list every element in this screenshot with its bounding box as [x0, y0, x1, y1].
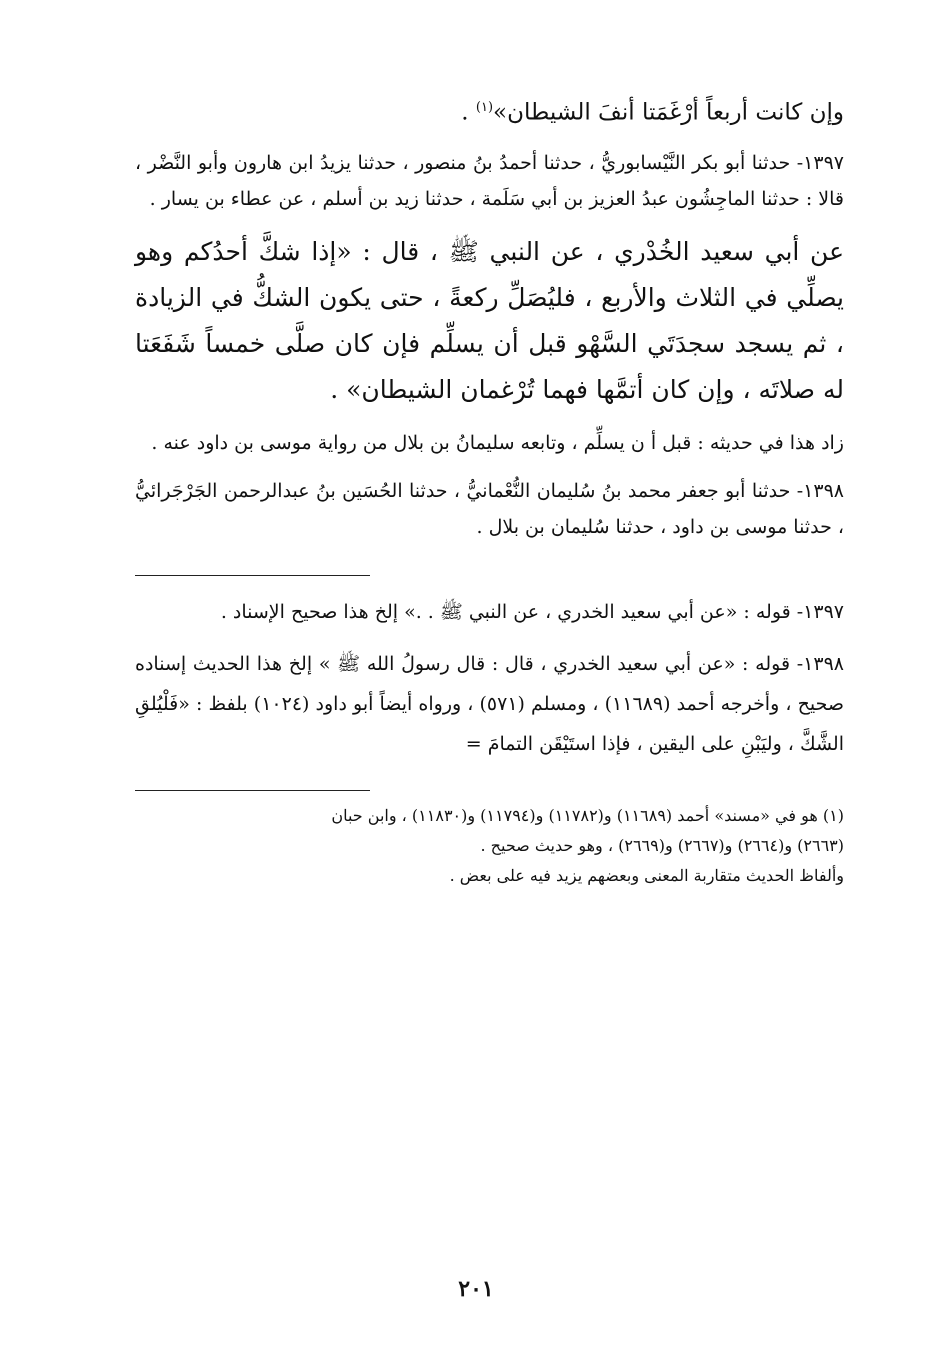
opening-line — [135, 88, 844, 133]
opening-text: وإن كانت أربعاً أرْغَمَتا أنفَ الشيطان» — [493, 99, 844, 126]
footnote-line-2: (٢٦٦٣) و(٢٦٦٤) و(٢٦٦٧) و(٢٦٦٩) ، وهو حديث صحيح . — [480, 835, 844, 855]
page-number: ٢٠١ — [458, 1276, 494, 1302]
commentary-1398: ١٣٩٨- قوله : «عن أبي سعيد الخدري ، قال : قال رسولُ الله ﷺ » إلخ هذا الحديث إسناده صحيح ، وأخرجه أحمد (١١٦٨٩) ، ومسلم (٥٧١) ، ورواه أيضاً أبو داود (١٠٢٤) بلفظ : «فَلْيُلقِ الشَّكَّ ، وليَبْنِ على اليقين ، فإذا استَيْقَن التمامَ = — [135, 652, 844, 755]
hadith-1397-matn: عن أبي سعيد الخُدْري ، عن النبي ﷺ ، قال : «إذا شكَّ أحدُكم وهو يصلِّي في الثلاث والأربع ، فليُصَلِّ ركعةً ، حتى يكون الشكُّ في الزيادة ، ثم يسجد سجدَتَي السَّهْو قبل أن يسلِّم فإن كان صلَّى خمساً شَفَعَتا له صلاتَه ، وإن كان أتمَّها فهما تُرْغمان الشيطان» . — [135, 236, 844, 404]
commentary-1397: ١٣٩٧- قوله : «عن أبي سعيد الخدري ، عن النبي ﷺ . .» إلخ هذا صحيح الإسناد . — [220, 600, 844, 623]
footnote-divider — [135, 790, 370, 791]
commentary-divider — [135, 575, 370, 576]
hadith-1398-isnad: ١٣٩٨- حدثنا أبو جعفر محمد بنُ سُليمان النُّعْمانيُّ ، حدثنا الحُسَين بنُ عبدالرحمن الجَرْجَرائيُّ ، حدثنا موسى بن داود ، حدثنا سُليمان بن بلال . — [135, 479, 844, 538]
hadith-1397-note: زاد هذا في حديثه : قبل أ ن يسلِّم ، وتابعه سليمانُ بن بلال من رواية موسى بن داود عنه . — [151, 431, 844, 454]
footnote-1 — [135, 801, 844, 891]
book-page — [135, 88, 844, 1326]
footnote-line-3: وألفاظ الحديث متقاربة المعنى وبعضهم يزيد فيه على بعض . — [449, 865, 844, 885]
hadith-1397-isnad: ١٣٩٧- حدثنا أبو بكر النَّيْسابوريُّ ، حدثنا أحمدُ بنُ منصور ، حدثنا يزيدُ ابن هارون وأبو النَّضْر ، قالا : حدثنا الماجِشُون عبدُ العزيز بن أبي سَلَمة ، حدثنا زيد بن أسلم ، عن عطاء بن يسار . — [135, 151, 844, 210]
footnote-ref: (١) — [475, 100, 494, 115]
opening-end: . — [461, 99, 476, 126]
footnote-line-1: (١) هو في «مسند» أحمد (١١٦٨٩) و(١١٧٨٢) و(١١٧٩٤) و(١١٨٣٠) ، وابن حبان — [331, 805, 844, 825]
